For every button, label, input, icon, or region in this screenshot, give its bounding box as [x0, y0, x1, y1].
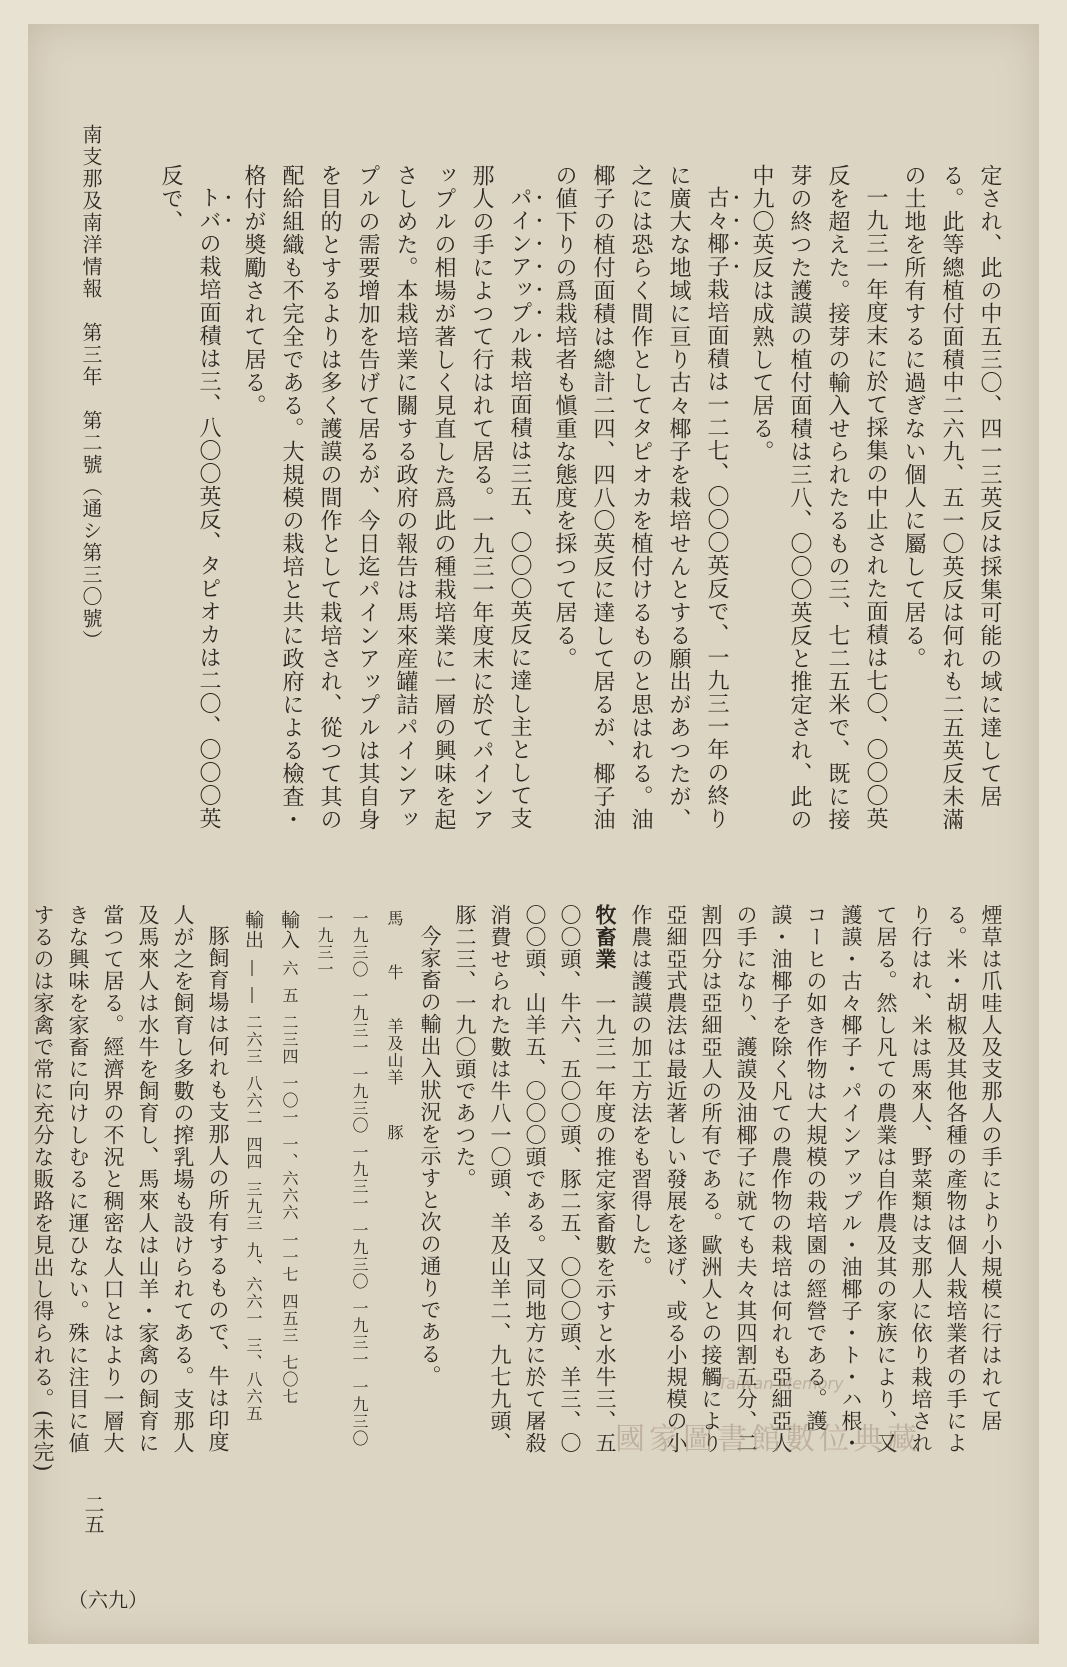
paragraph-livestock: 牧畜業 一九三一年度の推定家畜數を示すと水牛三、五〇〇頭、牛六、五〇〇頭、豚二五、〇〇〇頭、羊三、〇〇〇頭、山羊五、〇〇〇頭である。又同地方に於て屠殺消費せられた數は牛八一〇頭、羊及山羊二、九七九頭、豚二三、一九〇頭であつた。	[453, 904, 618, 1454]
table-cell: 三九三	[244, 1180, 263, 1232]
table-cell: 四五三	[280, 1292, 299, 1344]
heading-livestock: 牧畜業	[593, 904, 618, 970]
table-cell: 二三四	[280, 1014, 299, 1066]
page-number-global: （六九）	[68, 1588, 148, 1612]
table-year: 一九三〇	[350, 1378, 369, 1447]
table-cell: 五	[280, 987, 299, 1005]
page-number-local: 二五	[81, 1494, 105, 1534]
table-year: 一九三〇	[350, 1222, 369, 1291]
table-cell: 九、六六一	[244, 1241, 263, 1327]
table-row-import	[271, 910, 307, 1468]
paragraph-tobacco: 煙草は爪哇人及支那人の手により小規模に行はれて居る。米・胡椒及其他各種の產物は個人栽培業者の手により行はれ、米は馬來人、野菜類は支那人に依り栽培されて居る。然し凡ての農業は自作農及其の家族により、又護謨・古々椰子・パインアップル・油椰子・ト・ハ根・コーヒの如き作物は大規模の栽培園の經營である。護謨・油椰子を除く凡ての農作物の栽培は何れも亞細亞人の手になり、護謨及油椰子に就ても夫々其四割五分、二割四分は亞細亞人の所有である。歐洲人との接觸により亞細亞式農法は最近著しい發展を遂げ、或る小規模の小作農は護謨の加工方法をも習得した。	[629, 904, 1003, 1454]
paragraph-pig-farming: 豚飼育場は何れも支那人の所有するもので、牛は印度人が之を飼育し多數の搾乳場も設けられてある。支那人及馬來人は水牛を飼育し、馬來人は山羊・家禽の飼育に當つて居る。經濟界の不況と稠密な人口とはより一層大きな興味を家畜に向けしむるに運ひない。殊に注目に値するのは家禽で常に充分な販路を見出し得られる。(未完)	[31, 904, 230, 1473]
table-header-pig: 豚	[385, 1123, 404, 1141]
watermark-subtitle: Taiwan Memory	[718, 1374, 844, 1393]
table-cell: 四四	[244, 1136, 263, 1171]
paragraph-rubber-budding: 一九三一年度末に於て採集の中止された面積は七〇、〇〇〇英反を超えた。接芽の輸入せられたるもの三、七二五米で、既に接芽の終つた護謨の植付面積は三八、〇〇〇英反と推定され、此の中九〇英反は成熟して居る。	[749, 164, 888, 831]
table-year-row	[307, 910, 377, 1468]
table-cell: 一〇一	[280, 1075, 299, 1127]
paragraph-coconut: 古々椰子栽培面積は一二七、〇〇〇英反で、一九三一年の終りに廣大な地域に亘り古々椰子を栽培せんとする願出があつたが、之には恐らく間作としてタピオカを植付けるものと思はれる。油椰子の植付面積は總計二四、四八〇英反に達して居るが、椰子油の値下りの爲栽培者も愼重な態度を採つて居る。	[552, 164, 729, 831]
paragraph-trade-intro: 今家畜の輸出入狀況を示すと次の通りである。	[418, 925, 442, 1387]
table-row-label: 輸出	[242, 910, 264, 950]
table-header-sheep-goat: 羊及山羊	[385, 1018, 404, 1087]
term-coconut: 古々椰子	[704, 186, 729, 278]
livestock-table	[235, 910, 412, 1468]
table-row-export	[235, 910, 271, 1468]
journal-title: 南支那及南洋情報 第三年 第二號（通シ第三〇號）	[79, 124, 103, 652]
table-cell: 三、八六五	[244, 1336, 263, 1422]
table-cell: 一、六六六	[280, 1136, 299, 1222]
paragraph-pineapple: パインアップル栽培面積は三五、〇〇〇英反に達し主として支那人の手によつて行はれて居る。一九三一年度末に於てパインアップルの相場が著しく見直した爲此の種栽培業に一層の興味を起さしめた。本栽培業に關する政府の報告は馬來産罐詰パインアップルの需要增加を告げて居るが、今日迄パインアップルは其自身を目的とするよりは多く護謨の間作として栽培され、從つて其の配給組織も不完全である。大規模の栽培と共に政府による檢査・格付が奬勵されて居る。	[241, 164, 532, 831]
document-page	[28, 24, 1039, 1644]
table-year: 一九三一	[350, 1300, 369, 1369]
table-header-horse: 馬	[385, 910, 404, 927]
watermark-title: 國家圖書館數位典藏	[615, 1422, 921, 1457]
table-cell: ―	[244, 960, 263, 978]
table-year: 一九三一	[350, 1144, 369, 1213]
table-row-label: 輸入	[278, 910, 300, 950]
table-year: 一九三一	[315, 910, 334, 978]
table-header-row	[377, 910, 412, 1468]
table-cell: 二六三	[244, 1014, 263, 1066]
table-year: 一九三一	[350, 988, 369, 1057]
table-cell: 八六二	[244, 1075, 263, 1127]
table-cell: 六	[280, 960, 299, 978]
table-header-cattle: 牛	[385, 964, 404, 982]
upper-text-block	[123, 164, 1008, 844]
table-cell: 七〇七	[280, 1353, 299, 1405]
paragraph-tuba: トバの栽培面積は三、八〇〇英反、タピオカは二〇、〇〇〇英反で、	[158, 164, 221, 830]
table-year: 一九三〇	[350, 1066, 369, 1135]
lower-text-block	[31, 904, 1008, 1474]
table-cell: 一一七	[280, 1231, 299, 1283]
term-pineapple: パインアップル	[507, 186, 532, 347]
paragraph-rubber-area: 定され、此の中五三〇、四一三英反は採集可能の域に達して居る。此等總植付面積中二六九、五一〇英反は何れも二五英反未滿の土地を所有するに過ぎない個人に屬して居る。	[901, 164, 1002, 831]
term-tuba: トバ	[196, 186, 221, 232]
table-year: 一九三〇	[350, 910, 369, 978]
table-cell: ―	[244, 987, 263, 1005]
